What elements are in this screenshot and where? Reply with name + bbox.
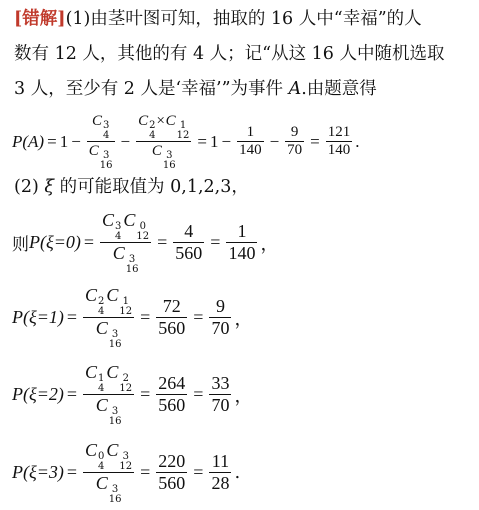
sup: 2 — [98, 296, 105, 307]
denominator: 70 — [287, 142, 303, 159]
denominator: 140 — [239, 142, 262, 159]
sup: 1 — [98, 373, 105, 384]
reduced-fraction — [209, 373, 231, 416]
equals-sign: = — [210, 232, 221, 253]
numerator: 220 — [158, 451, 186, 472]
paragraph-line-2: 数有 12 人，其他的有 4 人；记“从这 16 人中随机选取 — [14, 44, 445, 64]
row-lhs: P(ξ=0) — [29, 232, 81, 253]
row-end: ， — [260, 233, 279, 255]
fraction-c4-3-over-c16-3 — [87, 112, 115, 171]
formula-one: 1 — [209, 131, 219, 151]
equals-sign: = — [193, 384, 204, 405]
sub: 16 — [125, 264, 139, 276]
combination-c: C — [138, 113, 149, 129]
denominator: 560 — [158, 395, 186, 416]
numerator: 72 — [162, 296, 181, 317]
minus-sign: − — [269, 131, 280, 151]
sub: 16 — [108, 339, 122, 351]
numerator: 4 — [184, 221, 194, 242]
row-lhs: P(ξ=2) — [12, 384, 64, 405]
row-lhs: P(ξ=1) — [12, 307, 64, 328]
row-end: . — [234, 462, 241, 484]
numerator: 1 — [237, 221, 247, 242]
combination-fraction — [100, 210, 151, 275]
distribution-row — [12, 210, 278, 275]
sub: 12 — [119, 306, 133, 317]
reduced-fraction — [209, 451, 231, 494]
combination-c: C — [112, 243, 125, 264]
denominator: 560 — [158, 473, 186, 494]
numerator: 11 — [211, 451, 230, 472]
denominator: 70 — [211, 318, 230, 339]
numerator: 33 — [211, 373, 230, 394]
sub: 4 — [149, 130, 156, 141]
numerator: 264 — [158, 373, 186, 394]
paragraph-line-3-pre: 3 人，至少有 2 人是‘幸福’”为事件 — [14, 79, 289, 99]
combination-c: C — [95, 473, 108, 494]
paragraph-2 — [14, 172, 249, 202]
sup: 3 — [111, 484, 119, 496]
equals-sign: = — [83, 232, 94, 253]
row-end: ， — [234, 385, 253, 407]
sub: 16 — [108, 494, 122, 506]
sup: 3 — [102, 120, 110, 131]
sup: 3 — [122, 451, 129, 462]
sub: 4 — [102, 130, 110, 141]
combination-c: C — [88, 143, 99, 160]
numerator: 121 — [327, 123, 351, 140]
equals-sign: = — [66, 307, 77, 328]
sub: 16 — [99, 160, 113, 172]
numerator: 9 — [215, 296, 225, 317]
equals-sign: = — [157, 232, 168, 253]
event-variable: A — [288, 79, 302, 99]
sub: 4 — [98, 461, 105, 472]
combination-fraction — [83, 440, 134, 505]
sub: 12 — [136, 231, 150, 242]
row-prefix: 则 — [12, 235, 29, 256]
equals-sign: = — [66, 462, 77, 483]
sup: 3 — [128, 254, 136, 266]
sub: 4 — [115, 231, 122, 242]
fraction-9-70 — [285, 124, 304, 160]
paragraph-line-1-text: (1)由茎叶图可知，抽取的 16 人中“幸福”的人 — [65, 9, 422, 29]
distribution-row — [12, 362, 252, 427]
minus-sign: − — [71, 131, 81, 151]
numeric-fraction — [173, 221, 204, 264]
combination-c: C — [95, 318, 108, 339]
sub: 16 — [162, 160, 176, 172]
combination-c: C — [95, 395, 108, 416]
numeric-fraction — [156, 451, 187, 494]
formula-one: 1 — [59, 131, 69, 151]
equals-sign: = — [193, 307, 204, 328]
equals-sign: = — [66, 384, 77, 405]
denominator: 70 — [211, 395, 230, 416]
sup: 2 — [122, 373, 129, 384]
sub: 12 — [119, 383, 133, 394]
sup: 3 — [111, 406, 119, 418]
distribution-row — [12, 285, 252, 350]
sub: 16 — [108, 416, 122, 428]
fraction-c4-2-c12-1-over-c16-3 — [136, 112, 191, 171]
fraction-121-140 — [326, 124, 353, 160]
sup: 3 — [102, 150, 110, 162]
equals-sign: = — [140, 307, 151, 328]
paragraph-2-pre: (2) — [14, 177, 45, 197]
sup: 3 — [111, 329, 119, 341]
distribution-row — [12, 440, 240, 505]
numeric-fraction — [156, 373, 187, 416]
paragraph-2-post: 的可能取值为 0,1,2,3， — [54, 177, 249, 197]
minus-sign: − — [221, 131, 232, 151]
sub: 12 — [119, 461, 133, 472]
denominator: 560 — [175, 243, 203, 264]
paragraph-line-3-post: .由题意得 — [301, 79, 377, 99]
xi-variable: ξ — [44, 177, 54, 197]
denominator: 28 — [211, 473, 230, 494]
equals-sign: = — [193, 462, 204, 483]
paragraph-line-3 — [14, 74, 377, 104]
sup: 1 — [179, 120, 187, 131]
error-tag: [错解] — [14, 9, 66, 29]
sup: 3 — [166, 150, 173, 162]
equals-sign: = — [197, 131, 207, 151]
combination-c: C — [106, 362, 119, 382]
sup: 3 — [115, 221, 122, 232]
equals-sign: = — [140, 462, 151, 483]
row-lhs: P(ξ=3) — [12, 462, 64, 483]
denominator: 560 — [158, 318, 186, 339]
sup: 2 — [149, 120, 156, 131]
combination-c: C — [106, 440, 119, 460]
equals-sign: = — [310, 131, 320, 151]
combination-c: C — [85, 440, 98, 460]
numerator: 9 — [290, 123, 299, 140]
sup: 0 — [98, 451, 105, 462]
reduced-fraction — [209, 296, 231, 339]
combination-c: C — [106, 285, 119, 305]
denominator: 140 — [327, 142, 351, 159]
reduced-fraction — [226, 221, 257, 264]
formula-end: . — [355, 131, 360, 151]
combination-fraction — [83, 285, 134, 350]
sup: 0 — [139, 221, 146, 232]
combination-c: C — [85, 285, 98, 305]
times-combination-c: ×C — [155, 113, 176, 129]
sub: 4 — [98, 306, 105, 317]
combination-c: C — [85, 362, 98, 382]
combination-c: C — [102, 210, 115, 230]
combination-c: C — [91, 113, 102, 129]
paragraph-line-1 — [14, 4, 422, 34]
sub: 4 — [98, 383, 105, 394]
sup: 1 — [122, 296, 129, 307]
denominator: 140 — [228, 243, 256, 264]
row-end: ， — [234, 308, 253, 330]
minus-sign: − — [120, 131, 131, 151]
combination-c: C — [123, 210, 136, 230]
equals-sign: = — [47, 131, 57, 151]
equals-sign: = — [140, 384, 151, 405]
numerator: 1 — [246, 123, 255, 140]
formula-lhs: P(A) — [12, 131, 45, 151]
formula-p-a — [12, 112, 360, 171]
sub: 12 — [176, 130, 190, 141]
combination-c: C — [151, 143, 162, 160]
fraction-1-140 — [237, 124, 264, 160]
numeric-fraction — [156, 296, 187, 339]
combination-fraction — [83, 362, 134, 427]
